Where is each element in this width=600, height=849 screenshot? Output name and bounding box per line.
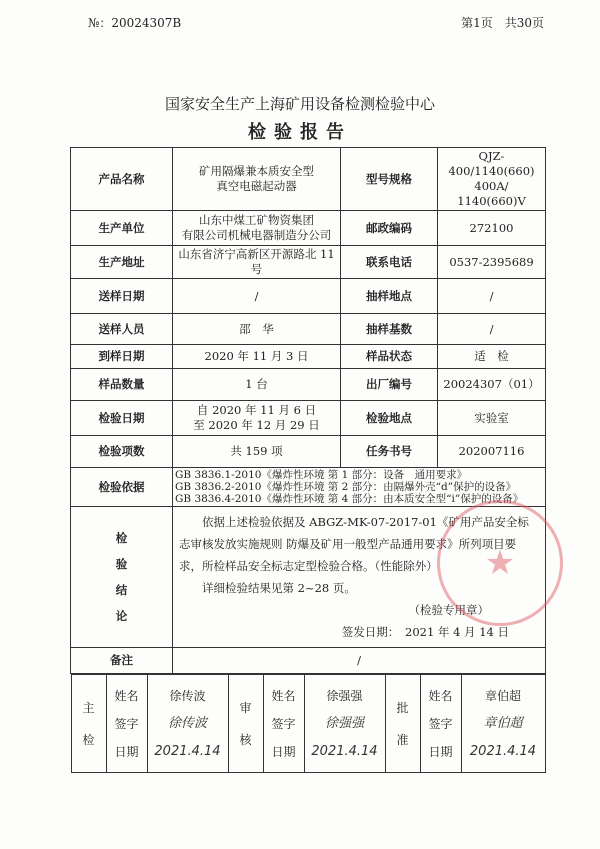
postcode: 272100 [438, 211, 546, 246]
sender: 邵 华 [173, 314, 341, 345]
phone: 0537-2395689 [438, 246, 546, 279]
stamp-note: （检验专用章） [408, 603, 489, 617]
basis-item: GB 3836.2-2010《爆炸性环境 第 2 部分：由隔爆外壳“d”保护的设备》 [175, 481, 517, 493]
label: 型号规格 [341, 148, 438, 211]
basis-item: GB 3836.1-2010《爆炸性环境 第 1 部分：设备 通用要求》 [175, 469, 468, 481]
product-name: 矿用隔爆兼本质安全型 真空电磁起动器 [173, 148, 341, 211]
model: QJZ-400/1140(660) 400A/ 1140(660)V [438, 148, 546, 211]
sample-base: / [438, 314, 546, 345]
label: 检验地点 [341, 401, 438, 436]
label: 签字 [271, 716, 296, 731]
label: 备注 [71, 648, 173, 674]
arrive-date: 2020 年 11 月 3 日 [173, 345, 341, 369]
official-stamp-icon: ★ [437, 500, 563, 626]
label: 抽样地点 [341, 279, 438, 314]
label: 送样人员 [71, 314, 173, 345]
basis-item: GB 3836.4-2010《爆炸性环境 第 4 部分：由本质安全型“i”保护的设备》 [175, 493, 524, 505]
label: 日期 [114, 744, 139, 759]
label: 检验项数 [71, 436, 173, 468]
label: 生产地址 [71, 246, 173, 279]
page-number: 第1页 共30页 [461, 16, 544, 30]
name: 章伯超 [484, 688, 521, 703]
role: 主 检 [71, 675, 106, 773]
document-title: 检验报告 [248, 122, 352, 143]
report-table [70, 147, 546, 773]
label: 日期 [271, 744, 296, 759]
sample-state: 适 检 [438, 345, 546, 369]
signature: 章伯超 [483, 715, 523, 731]
label: 联系电话 [341, 246, 438, 279]
task-number: 202007116 [438, 436, 546, 468]
label: 送样日期 [71, 279, 173, 314]
signature-table [71, 674, 546, 773]
sign-date: 2021.4.14 [311, 743, 378, 759]
name: 徐强强 [326, 688, 363, 703]
label: 到样日期 [71, 345, 173, 369]
name: 徐传波 [169, 688, 206, 703]
remark: / [173, 648, 546, 674]
label: 抽样基数 [341, 314, 438, 345]
label: 产品名称 [71, 148, 173, 211]
label: 任务书号 [341, 436, 438, 468]
role: 批 准 [385, 675, 420, 773]
label: 姓名 [428, 688, 453, 703]
conclusion-text: 依据上述检验依据及 ABGZ-MK-07-2017-01《矿用产品安全标志审核发放实施规则 防爆及矿用一般型产品通用要求》所列项目要求，所检样品安全标志定型检验合格。（性能除外） [179, 515, 529, 573]
report-number: №：20024307B [88, 16, 182, 30]
detail-text: 详细检验结果见第 2~28 页。 [179, 581, 356, 595]
label: 样品状态 [341, 345, 438, 369]
signature: 徐传波 [167, 715, 207, 731]
label: 签字 [114, 716, 139, 731]
serial: 20024307（01） [438, 369, 546, 401]
sign-date: 2021.4.14 [154, 743, 221, 759]
label: 邮政编码 [341, 211, 438, 246]
test-date: 自 2020 年 11 月 6 日 至 2020 年 12 月 29 日 [173, 401, 341, 436]
label: 签字 [428, 716, 453, 731]
label: 检 验 结 论 [71, 507, 173, 648]
role: 审 核 [228, 675, 263, 773]
quantity: 1 台 [173, 369, 341, 401]
label: 检验日期 [71, 401, 173, 436]
label: 检验依据 [71, 468, 173, 507]
issue-date: 签发日期： 2021 年 4 月 14 日 [341, 625, 509, 639]
label: 出厂编号 [341, 369, 438, 401]
item-count: 共 159 项 [173, 436, 341, 468]
label: 样品数量 [71, 369, 173, 401]
send-date: / [173, 279, 341, 314]
maker: 山东中煤工矿物资集团 有限公司机械电器制造分公司 [173, 211, 341, 246]
sample-place: / [438, 279, 546, 314]
sign-date: 2021.4.14 [469, 743, 537, 759]
address: 山东省济宁高新区开源路北 11 号 [173, 246, 341, 279]
signature: 徐强强 [324, 715, 364, 731]
label: 日期 [428, 744, 453, 759]
label: 姓名 [271, 688, 296, 703]
label: 姓名 [114, 688, 139, 703]
location: 实验室 [438, 401, 546, 436]
organization-name: 国家安全生产上海矿用设备检测检验中心 [164, 95, 435, 113]
label: 生产单位 [71, 211, 173, 246]
